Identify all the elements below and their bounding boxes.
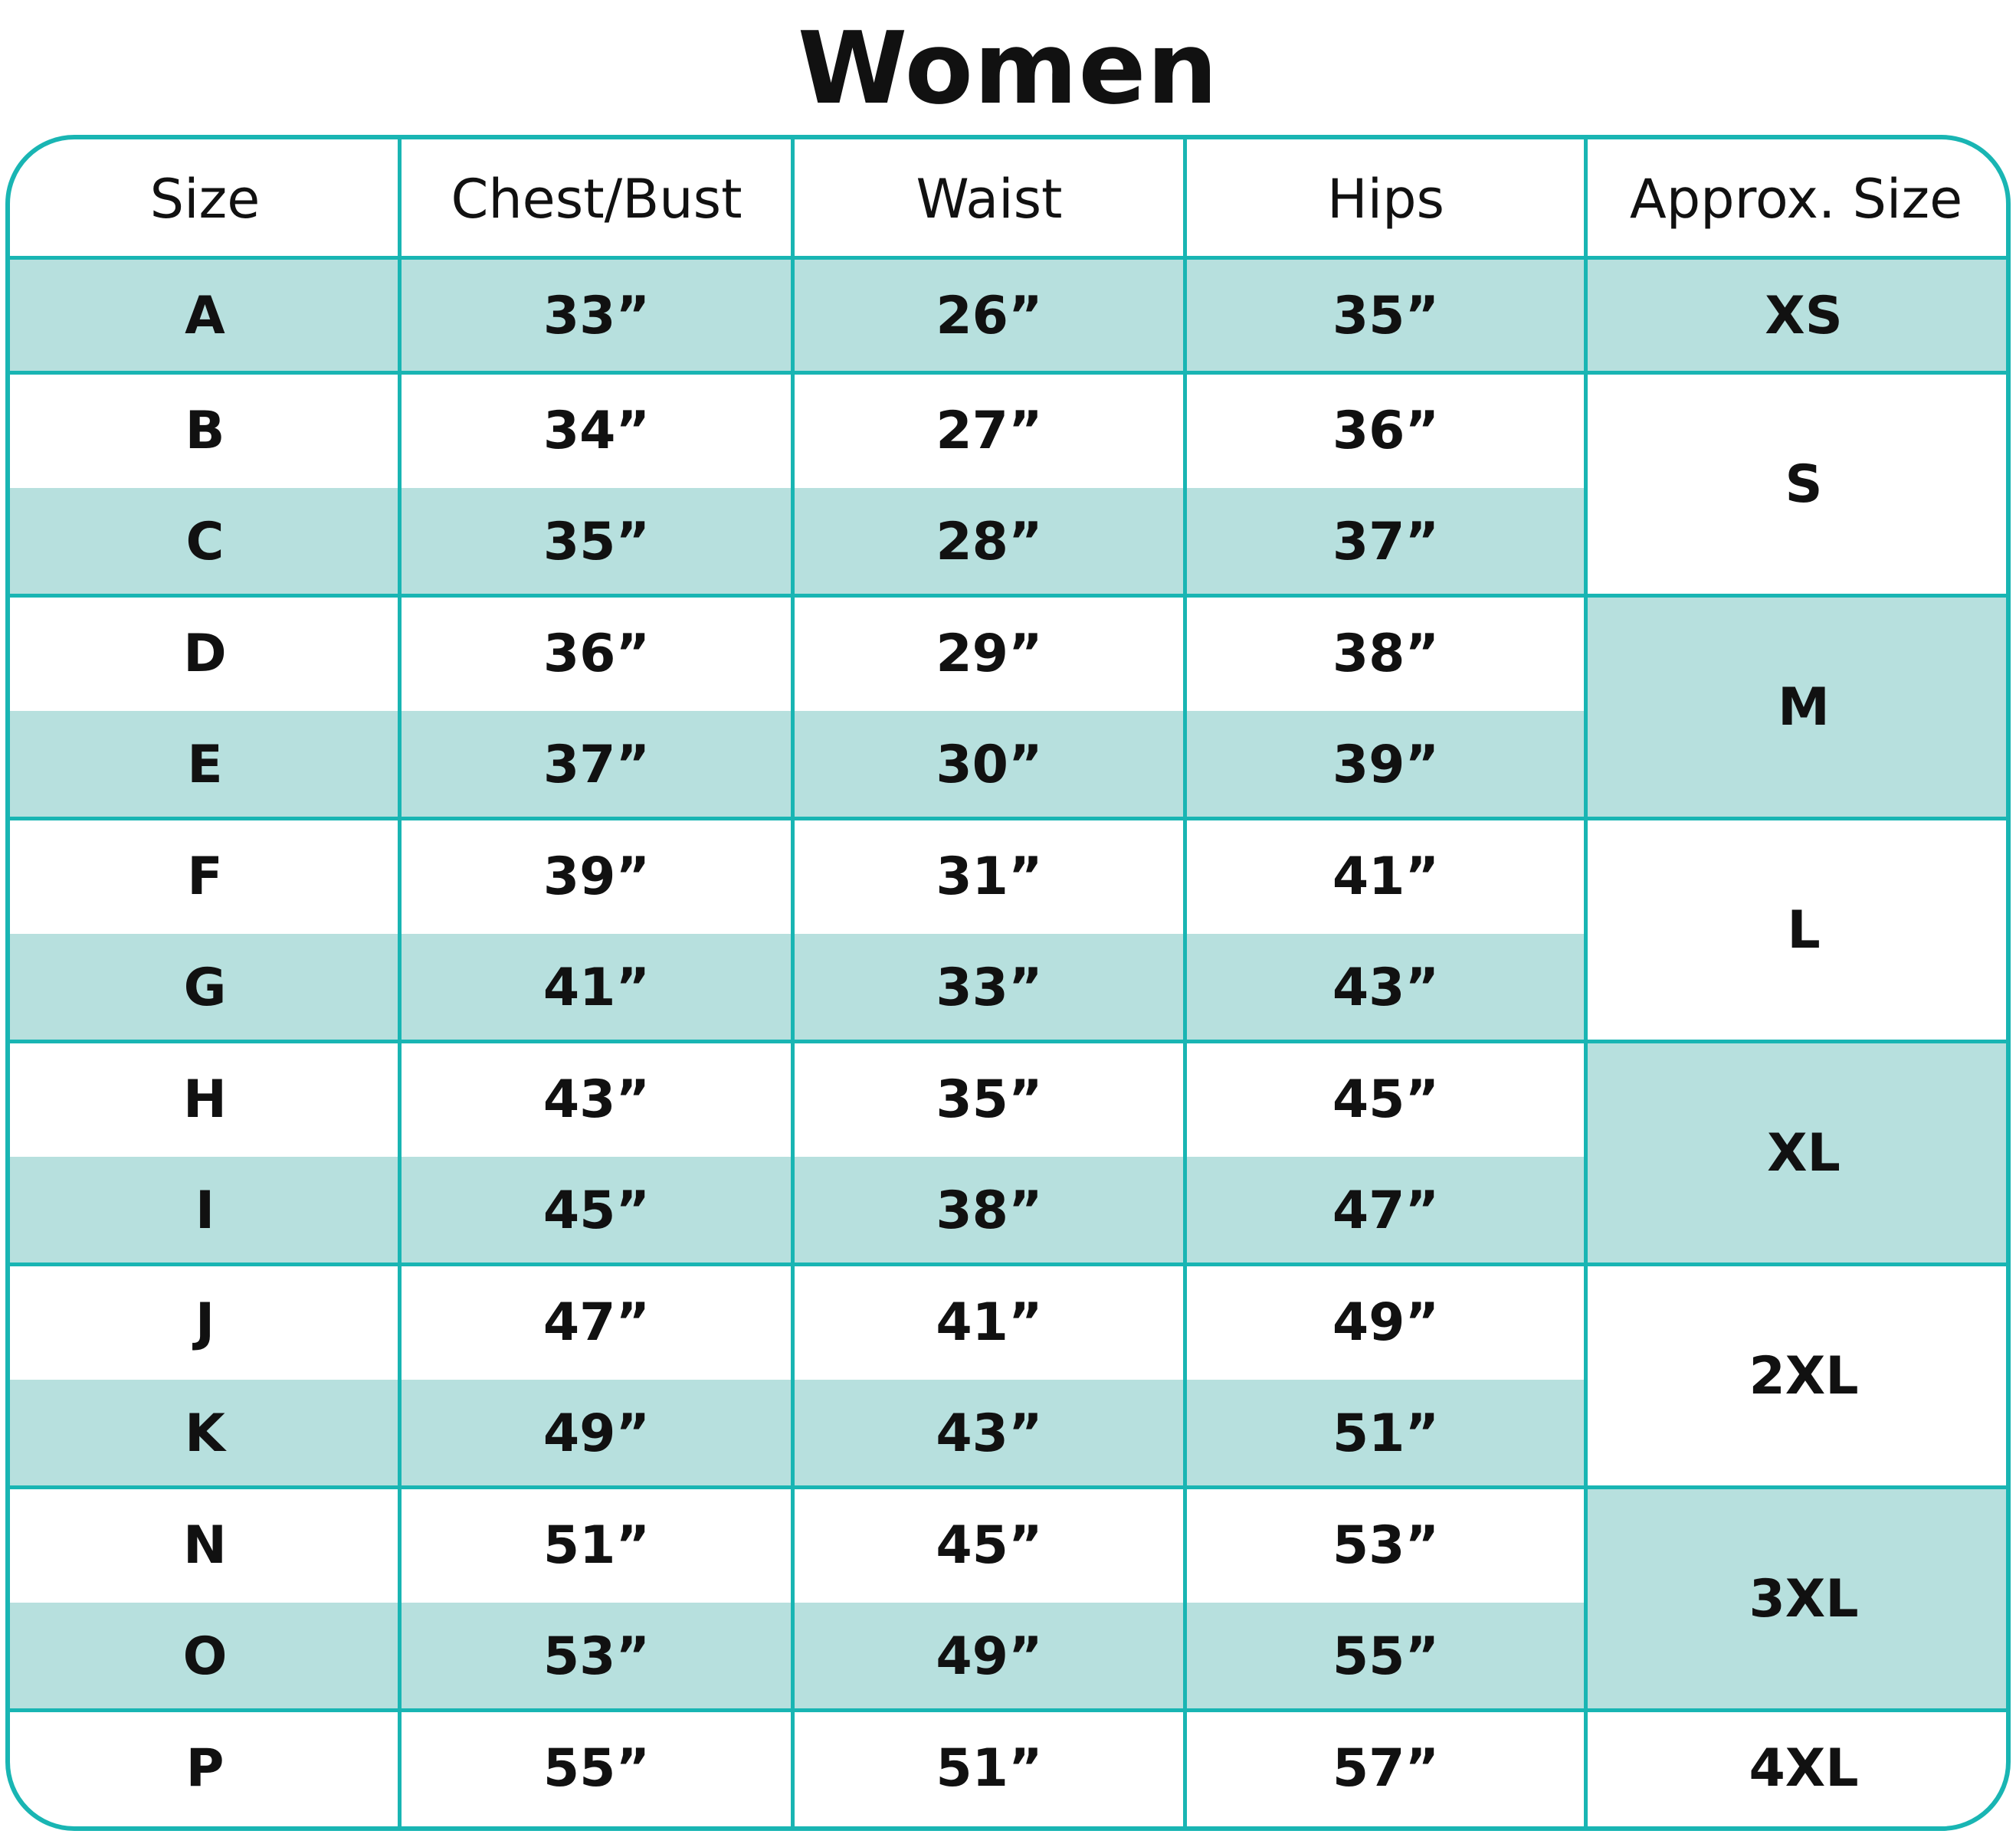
- page-title: Women: [797, 10, 1219, 126]
- column-header: Chest/Bust: [451, 167, 742, 231]
- chest-cell: 34”: [543, 400, 651, 461]
- row-divider: [10, 1485, 2006, 1489]
- chest-cell: 51”: [543, 1515, 651, 1576]
- size-cell: E: [10, 711, 400, 819]
- chest-cell: 35”: [400, 488, 793, 596]
- column-header: Size: [149, 167, 261, 231]
- hips-cell: 55”: [1185, 1603, 1586, 1711]
- column-header: Approx. Size: [1629, 167, 1963, 231]
- size-cell: P: [185, 1738, 225, 1799]
- chest-cell: 41”: [400, 934, 793, 1042]
- column-divider: [1584, 139, 1588, 1826]
- column-header: Waist: [916, 167, 1063, 231]
- waist-cell: 26”: [793, 258, 1185, 373]
- waist-cell: 29”: [936, 623, 1043, 684]
- row-divider: [10, 1708, 2006, 1712]
- chest-cell: 37”: [400, 711, 793, 819]
- row-divider: [10, 594, 2006, 598]
- chest-cell: 39”: [543, 846, 651, 907]
- hips-cell: 53”: [1332, 1515, 1440, 1576]
- waist-cell: 30”: [793, 711, 1185, 819]
- hips-cell: 35”: [1185, 258, 1586, 373]
- hips-cell: 57”: [1332, 1738, 1440, 1799]
- waist-cell: 41”: [936, 1292, 1043, 1353]
- approx-size-cell: 3XL: [1586, 1488, 2011, 1711]
- approx-size-cell: 4XL: [1749, 1738, 1859, 1799]
- column-divider: [1183, 139, 1187, 1826]
- waist-cell: 33”: [793, 934, 1185, 1042]
- waist-cell: 28”: [793, 488, 1185, 596]
- hips-cell: 41”: [1332, 846, 1440, 907]
- chest-cell: 49”: [400, 1380, 793, 1488]
- size-cell: K: [10, 1380, 400, 1488]
- waist-cell: 49”: [793, 1603, 1185, 1711]
- hips-cell: 49”: [1332, 1292, 1440, 1353]
- size-cell: F: [187, 846, 223, 907]
- row-divider: [10, 1263, 2006, 1266]
- hips-cell: 51”: [1185, 1380, 1586, 1488]
- chest-cell: 47”: [543, 1292, 651, 1353]
- size-cell: N: [183, 1515, 227, 1576]
- size-chart-table: [5, 135, 2011, 1831]
- chest-cell: 36”: [543, 623, 651, 684]
- approx-size-cell: XS: [1586, 258, 2011, 373]
- row-divider: [10, 371, 2006, 375]
- hips-cell: 43”: [1185, 934, 1586, 1042]
- waist-cell: 31”: [936, 846, 1043, 907]
- hips-cell: 38”: [1332, 623, 1440, 684]
- hips-cell: 39”: [1185, 711, 1586, 819]
- hips-cell: 36”: [1332, 400, 1440, 461]
- row-divider: [10, 817, 2006, 820]
- row-divider: [10, 1040, 2006, 1043]
- waist-cell: 38”: [793, 1157, 1185, 1265]
- hips-cell: 47”: [1185, 1157, 1586, 1265]
- row-divider: [10, 256, 2006, 260]
- hips-cell: 37”: [1185, 488, 1586, 596]
- header-row: [10, 139, 2006, 258]
- size-cell: C: [10, 488, 400, 596]
- approx-size-cell: XL: [1586, 1042, 2011, 1265]
- size-cell: B: [185, 400, 225, 461]
- chest-cell: 53”: [400, 1603, 793, 1711]
- chest-cell: 55”: [543, 1738, 651, 1799]
- approx-size-cell: M: [1586, 596, 2011, 819]
- size-cell: O: [10, 1603, 400, 1711]
- size-cell: A: [10, 258, 400, 373]
- waist-cell: 35”: [936, 1069, 1043, 1130]
- size-cell: D: [183, 623, 227, 684]
- hips-cell: 45”: [1332, 1069, 1440, 1130]
- waist-cell: 43”: [793, 1380, 1185, 1488]
- waist-cell: 45”: [936, 1515, 1043, 1576]
- approx-size-cell: S: [1785, 454, 1823, 515]
- approx-size-cell: 2XL: [1749, 1346, 1859, 1407]
- approx-size-cell: L: [1787, 900, 1821, 961]
- chest-cell: 33”: [400, 258, 793, 373]
- column-header: Hips: [1327, 167, 1444, 231]
- waist-cell: 27”: [936, 400, 1043, 461]
- size-cell: G: [10, 934, 400, 1042]
- column-divider: [398, 139, 402, 1826]
- chest-cell: 43”: [543, 1069, 651, 1130]
- size-cell: J: [195, 1292, 215, 1353]
- chest-cell: 45”: [400, 1157, 793, 1265]
- size-cell: H: [183, 1069, 227, 1130]
- waist-cell: 51”: [936, 1738, 1043, 1799]
- column-divider: [791, 139, 795, 1826]
- size-cell: I: [10, 1157, 400, 1265]
